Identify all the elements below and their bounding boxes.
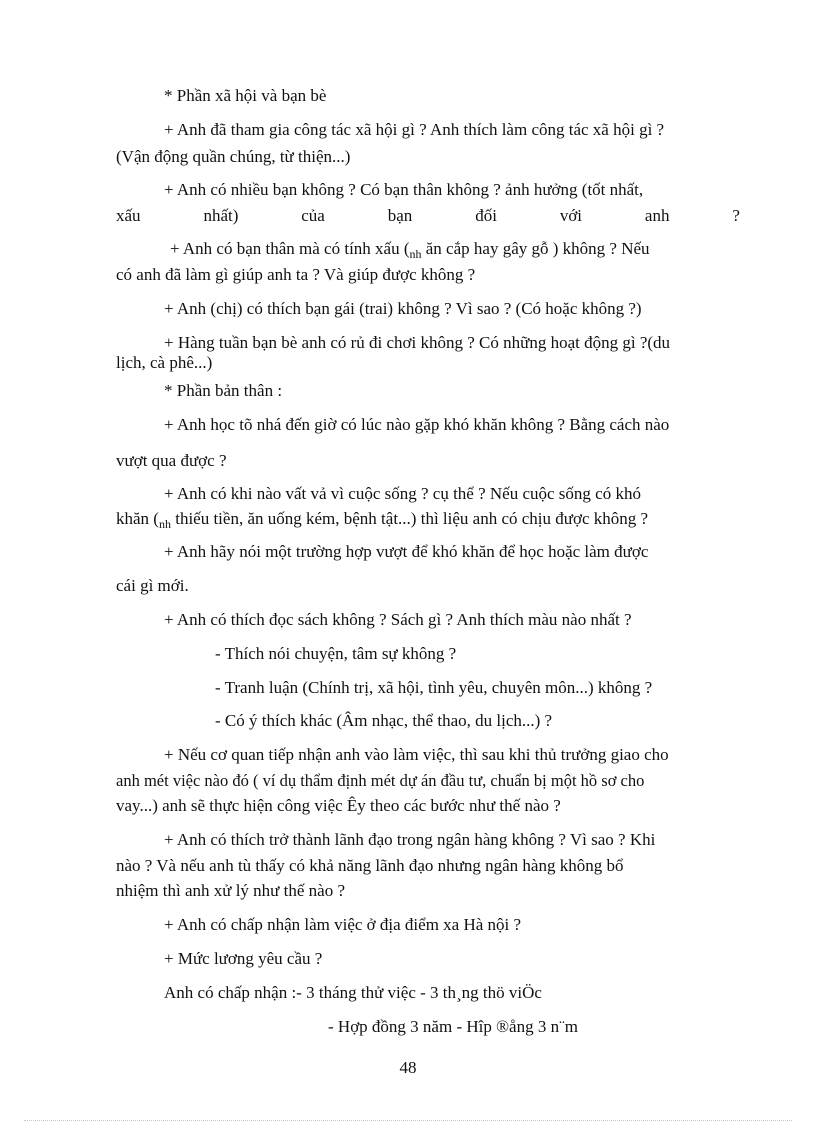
question-line: + Anh đã tham gia công tác xã hội gì ? Anh thích làm công tác xã hội gì ? bbox=[164, 120, 665, 139]
sub-item: - Tranh luận (Chính trị, xã hội, tình yêu, chuyên môn...) không ? bbox=[215, 678, 653, 697]
word: với bbox=[559, 206, 583, 225]
section-heading-self: * Phần bản thân : bbox=[164, 381, 283, 400]
question-line: + Anh học tõ nhá đến giờ có lúc nào gặp khó khăn không ? Bằng cách nào bbox=[164, 415, 670, 434]
sub-item: - Có ý thích khác (Âm nhạc, thể thao, du lịch...) ? bbox=[215, 711, 553, 730]
question-line: nhiệm thì anh xử lý như thế nào ? bbox=[116, 881, 345, 900]
question-line: có anh đã làm gì giúp anh ta ? Và giúp được không ? bbox=[116, 265, 476, 284]
question-line: lịch, cà phê...) bbox=[116, 353, 213, 372]
question-line: Anh có chấp nhận :- 3 tháng thử việc - 3 th¸ng thö viÖc bbox=[164, 983, 542, 1002]
question-line: (Vận động quần chúng, từ thiện...) bbox=[116, 147, 351, 166]
question-line bbox=[116, 509, 740, 530]
text-run-small: nh bbox=[409, 247, 422, 261]
question-line: vay...) anh sẽ thực hiện công việc Êy theo các bước như thế nào ? bbox=[116, 796, 561, 815]
section-heading-social: * Phần xã hội và bạn bè bbox=[164, 86, 327, 105]
text-run-small: nh bbox=[158, 517, 171, 531]
text-run: thiếu tiền, ăn uống kém, bệnh tật...) thì liệu anh có chịu được không ? bbox=[170, 509, 649, 528]
question-line: + Anh có khi nào vất vả vì cuộc sống ? cụ thể ? Nếu cuộc sống có khó bbox=[164, 484, 641, 503]
question-line: + Hàng tuần bạn bè anh có rủ đi chơi không ? Có những hoạt động gì ?(du bbox=[164, 333, 671, 352]
text-run: ăn cắp hay gây gỗ ) không ? Nếu bbox=[421, 239, 650, 258]
question-line: - Hợp đồng 3 năm - Hîp ®ång 3 n¨m bbox=[328, 1017, 578, 1036]
word: của bbox=[301, 206, 325, 225]
text-run: + Anh có bạn thân mà có tính xấu ( bbox=[170, 239, 410, 258]
question-line: + Anh (chị) có thích bạn gái (trai) không ? Vì sao ? (Có hoặc không ?) bbox=[164, 299, 642, 318]
word: anh bbox=[644, 206, 670, 225]
question-line: + Mức lương yêu cầu ? bbox=[164, 949, 323, 968]
question-line: + Anh hãy nói một trường hợp vượt để khó khăn để học hoặc làm được bbox=[164, 542, 649, 561]
question-line: + Anh có nhiều bạn không ? Có bạn thân không ? ảnh hưởng (tốt nhất, bbox=[164, 180, 644, 199]
word: bạn bbox=[387, 206, 413, 225]
word: nhất) bbox=[203, 206, 239, 225]
question-line: + Nếu cơ quan tiếp nhận anh vào làm việc, thì sau khi thủ trưởng giao cho bbox=[164, 745, 669, 764]
word: đối bbox=[475, 206, 497, 225]
question-line: + Anh có thích đọc sách không ? Sách gì ? Anh thích màu nào nhất ? bbox=[164, 610, 632, 629]
justified-line bbox=[116, 206, 740, 226]
question-line bbox=[170, 239, 746, 260]
question-line: nào ? Và nếu anh tù thấy có khả năng lãnh đạo nhưng ngân hàng không bổ bbox=[116, 856, 624, 875]
question-line: + Anh có thích trở thành lãnh đạo trong ngân hàng không ? Vì sao ? Khi bbox=[164, 830, 656, 849]
text-run: khăn ( bbox=[116, 509, 159, 528]
question-line: + Anh có chấp nhận làm việc ở địa điểm xa Hà nội ? bbox=[164, 915, 522, 934]
word: xấu bbox=[116, 206, 141, 225]
sub-item: - Thích nói chuyện, tâm sự không ? bbox=[215, 644, 457, 663]
page-edge-divider bbox=[24, 1120, 792, 1121]
word: ? bbox=[732, 206, 740, 225]
question-line: vượt qua được ? bbox=[116, 451, 227, 470]
question-line: cái gì mới. bbox=[116, 576, 189, 595]
question-line: anh mét việc nào đó ( ví dụ thẩm định mét dự án đầu tư, chuẩn bị một hồ sơ cho bbox=[116, 771, 645, 790]
page-number: 48 bbox=[399, 1058, 417, 1077]
